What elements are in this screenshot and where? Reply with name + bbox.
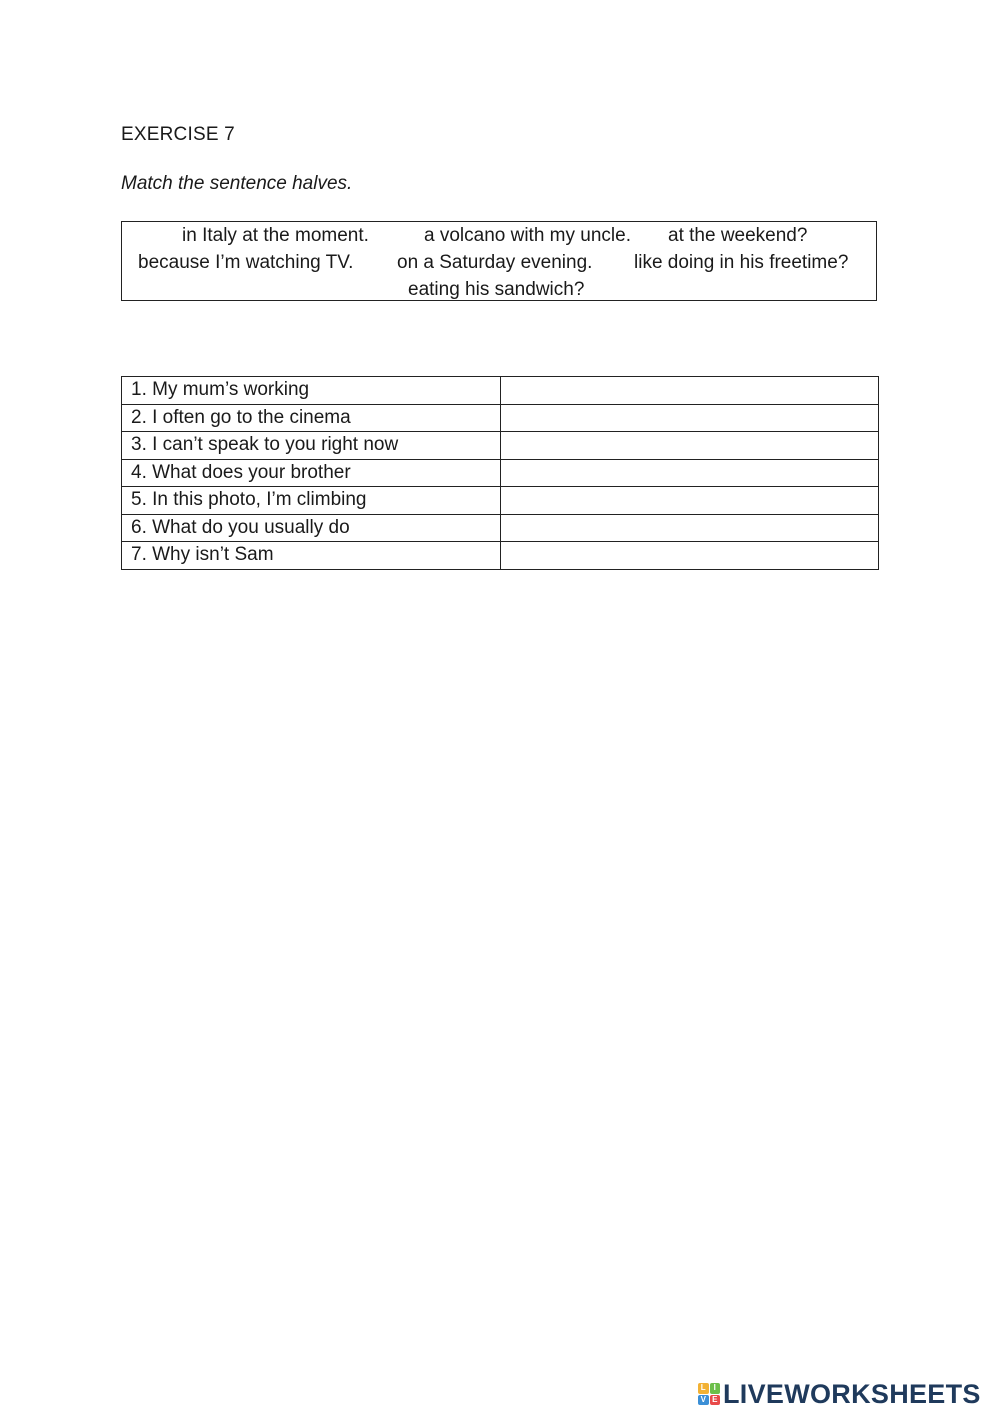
answer-drop-cell[interactable]: [501, 432, 879, 460]
sentence-start: 4. What does your brother: [122, 459, 501, 487]
sentence-start: 5. In this photo, I’m climbing: [122, 487, 501, 515]
logo-tile: V: [698, 1395, 709, 1406]
liveworksheets-logo: [698, 1377, 981, 1411]
table-row: [122, 377, 879, 405]
word-bank-phrase[interactable]: on a Saturday evening.: [397, 252, 593, 273]
answer-drop-cell[interactable]: [501, 514, 879, 542]
exercise-instruction: Match the sentence halves.: [121, 173, 353, 194]
word-bank-line: [122, 250, 876, 276]
table-row: [122, 432, 879, 460]
word-bank-box: [121, 221, 877, 301]
sentence-start: 2. I often go to the cinema: [122, 404, 501, 432]
word-bank-phrase[interactable]: a volcano with my uncle.: [424, 225, 631, 246]
match-table: [121, 376, 879, 570]
table-row: [122, 514, 879, 542]
sentence-start: 7. Why isn’t Sam: [122, 542, 501, 570]
logo-grid-icon: [698, 1383, 720, 1405]
logo-tile: E: [710, 1395, 721, 1406]
sentence-start: 3. I can’t speak to you right now: [122, 432, 501, 460]
logo-text: LIVEWORKSHEETS: [723, 1378, 981, 1409]
table-row: [122, 404, 879, 432]
word-bank-phrase[interactable]: at the weekend?: [668, 225, 808, 246]
logo-tile: L: [698, 1383, 709, 1394]
sentence-start: 6. What do you usually do: [122, 514, 501, 542]
logo-tile: I: [710, 1383, 721, 1394]
answer-drop-cell[interactable]: [501, 542, 879, 570]
word-bank-line: [122, 223, 876, 249]
answer-drop-cell[interactable]: [501, 459, 879, 487]
table-row: [122, 542, 879, 570]
exercise-title: EXERCISE 7: [121, 124, 235, 145]
answer-drop-cell[interactable]: [501, 487, 879, 515]
word-bank-line: [122, 277, 876, 303]
sentence-start: 1. My mum’s working: [122, 377, 501, 405]
word-bank-phrase[interactable]: in Italy at the moment.: [182, 225, 369, 246]
answer-drop-cell[interactable]: [501, 404, 879, 432]
word-bank-phrase[interactable]: eating his sandwich?: [408, 279, 585, 300]
table-row: [122, 487, 879, 515]
table-row: [122, 459, 879, 487]
word-bank-phrase[interactable]: like doing in his freetime?: [634, 252, 849, 273]
word-bank-phrase[interactable]: because I’m watching TV.: [138, 252, 354, 273]
answer-drop-cell[interactable]: [501, 377, 879, 405]
